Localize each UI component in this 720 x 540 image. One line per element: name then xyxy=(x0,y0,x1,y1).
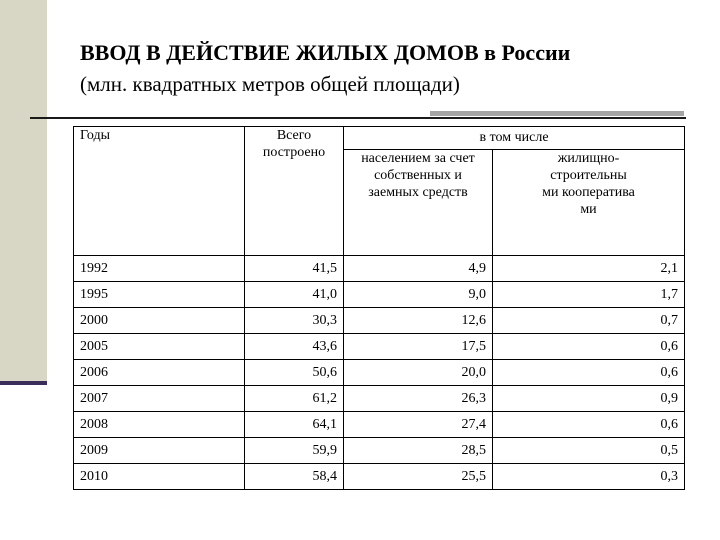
cell-total: 41,0 xyxy=(245,282,344,308)
cell-population: 9,0 xyxy=(344,282,493,308)
cell-population: 28,5 xyxy=(344,438,493,464)
table-row xyxy=(74,308,685,334)
table-row xyxy=(74,464,685,490)
cell-population: 27,4 xyxy=(344,412,493,438)
cell-population: 26,3 xyxy=(344,386,493,412)
col-header-group: в том числе xyxy=(344,127,685,150)
table-row xyxy=(74,438,685,464)
cell-coop: 0,6 xyxy=(493,412,685,438)
col-header-total: Всего построено xyxy=(245,127,344,256)
cell-coop: 0,6 xyxy=(493,360,685,386)
table-row xyxy=(74,412,685,438)
side-decor-bar xyxy=(0,0,47,385)
cell-year: 2007 xyxy=(74,386,245,412)
cell-year: 2000 xyxy=(74,308,245,334)
table-row xyxy=(74,386,685,412)
cell-year: 2008 xyxy=(74,412,245,438)
cell-total: 41,5 xyxy=(245,256,344,282)
cell-total: 50,6 xyxy=(245,360,344,386)
cell-coop: 0,9 xyxy=(493,386,685,412)
header-accent-rule xyxy=(430,111,684,116)
table-body xyxy=(74,256,685,490)
cell-year: 2006 xyxy=(74,360,245,386)
cell-total: 59,9 xyxy=(245,438,344,464)
slide-subtitle: (млн. квадратных метров общей площади) xyxy=(80,72,460,96)
cell-total: 43,6 xyxy=(245,334,344,360)
side-decor-line xyxy=(0,381,47,385)
table-row xyxy=(74,256,685,282)
cell-coop: 0,7 xyxy=(493,308,685,334)
cell-year: 2010 xyxy=(74,464,245,490)
cell-population: 25,5 xyxy=(344,464,493,490)
cell-population: 20,0 xyxy=(344,360,493,386)
cell-year: 2009 xyxy=(74,438,245,464)
cell-coop: 0,5 xyxy=(493,438,685,464)
housing-table xyxy=(73,126,685,490)
col-header-population: населением за счет собственных и заемных средств xyxy=(344,150,493,256)
cell-year: 1992 xyxy=(74,256,245,282)
cell-total: 61,2 xyxy=(245,386,344,412)
table-row xyxy=(74,334,685,360)
cell-total: 64,1 xyxy=(245,412,344,438)
cell-total: 30,3 xyxy=(245,308,344,334)
table-row xyxy=(74,282,685,308)
cell-coop: 0,3 xyxy=(493,464,685,490)
cell-coop: 0,6 xyxy=(493,334,685,360)
table-row xyxy=(74,360,685,386)
col-header-cooperatives: жилищно-строительны ми кооператива ми xyxy=(493,150,685,256)
cell-total: 58,4 xyxy=(245,464,344,490)
cell-population: 12,6 xyxy=(344,308,493,334)
header-divider-rule xyxy=(30,117,686,119)
cell-coop: 1,7 xyxy=(493,282,685,308)
cell-year: 1995 xyxy=(74,282,245,308)
slide-title: ВВОД В ДЕЙСТВИЕ ЖИЛЫХ ДОМОВ в России xyxy=(80,40,571,65)
cell-population: 4,9 xyxy=(344,256,493,282)
cell-coop: 2,1 xyxy=(493,256,685,282)
cell-population: 17,5 xyxy=(344,334,493,360)
cell-year: 2005 xyxy=(74,334,245,360)
col-header-years: Годы xyxy=(74,127,245,256)
